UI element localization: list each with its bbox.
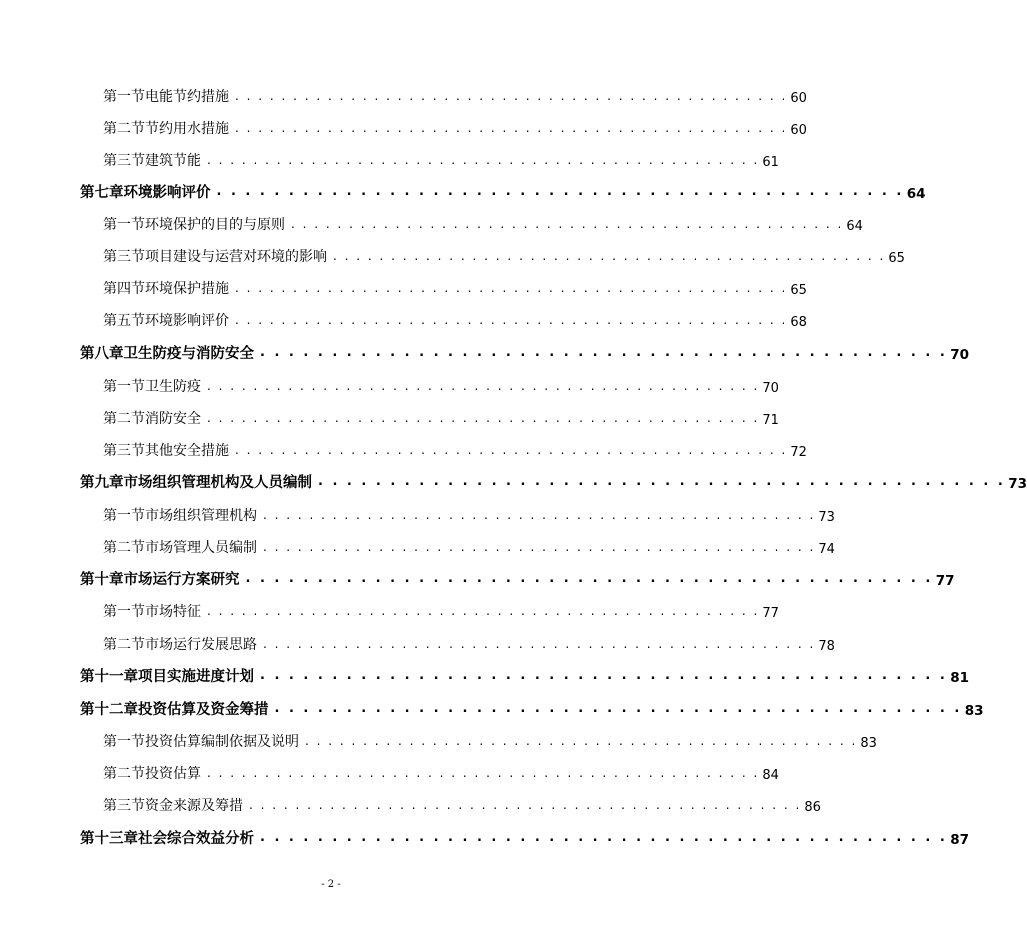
- dot-leader: . . . . . . . . . . . . . . . . . . . . . . . . . . . . . . . . . . . . . . . . . . . . . . . .: [263, 508, 816, 522]
- toc-entry[interactable]: [0, 793, 821, 815]
- toc-title: 环境保护措施: [145, 281, 229, 297]
- toc-entry[interactable]: [0, 244, 905, 266]
- dot-leader: . . . . . . . . . . . . . . . . . . . . . . . . . . . . . . . . . . . . . . . . . . . . . . . .: [305, 734, 858, 748]
- dot-leader: . . . . . . . . . . . . . . . . . . . . . . . . . . . . . . . . . . . . . . . . . . . . . . . .: [235, 121, 788, 135]
- toc-chapter-number: 第十章: [80, 572, 124, 588]
- toc-number: 第二节: [103, 766, 145, 782]
- toc-page-number: 64: [906, 186, 926, 202]
- toc-chapter-number: 第十三章: [80, 831, 138, 847]
- toc-title: 市场特征: [145, 604, 201, 620]
- toc-chapter-title: 项目实施进度计划: [138, 669, 254, 685]
- toc-chapter-title: 环境影响评价: [123, 185, 211, 201]
- dot-leader: . . . . . . . . . . . . . . . . . . . . . . . . . . . . . . . . . . . . . . . . . . . . . . . .: [318, 474, 1006, 489]
- toc-page-number: 65: [790, 283, 807, 298]
- dot-leader: . . . . . . . . . . . . . . . . . . . . . . . . . . . . . . . . . . . . . . . . . . . . . . . .: [260, 830, 948, 845]
- toc-entry[interactable]: [0, 729, 877, 751]
- toc-chapter-entry[interactable]: [0, 567, 955, 589]
- toc-entry[interactable]: [0, 276, 807, 298]
- dot-leader: . . . . . . . . . . . . . . . . . . . . . . . . . . . . . . . . . . . . . . . . . . . . . . . .: [235, 89, 788, 103]
- dot-leader: . . . . . . . . . . . . . . . . . . . . . . . . . . . . . . . . . . . . . . . . . . . . . . . .: [245, 571, 933, 586]
- toc-title: 其他安全措施: [145, 443, 229, 459]
- dot-leader: . . . . . . . . . . . . . . . . . . . . . . . . . . . . . . . . . . . . . . . . . . . . . . . .: [207, 153, 760, 167]
- toc-chapter-title: 社会综合效益分析: [138, 831, 254, 847]
- toc-chapter-number: 第七章: [80, 185, 124, 201]
- toc-title: 环境保护的目的与原则: [145, 217, 285, 233]
- toc-title: 环境影响评价: [145, 313, 229, 329]
- dot-leader: . . . . . . . . . . . . . . . . . . . . . . . . . . . . . . . . . . . . . . . . . . . . . . . .: [291, 217, 844, 231]
- toc-page-number: 83: [964, 703, 984, 719]
- toc-page-number: 83: [860, 736, 877, 751]
- toc-chapter-number: 第九章: [80, 475, 124, 491]
- toc-number: 第一节: [103, 508, 145, 524]
- toc-number: 第二节: [103, 637, 145, 653]
- toc-entry[interactable]: [0, 212, 863, 234]
- toc-entry[interactable]: [0, 308, 807, 330]
- toc-page-number: 70: [950, 347, 970, 363]
- toc-title: 项目建设与运营对环境的影响: [145, 249, 327, 265]
- toc-number: 第一节: [103, 89, 145, 105]
- toc-chapter-entry[interactable]: [0, 664, 970, 686]
- toc-page-number: 64: [846, 219, 863, 234]
- toc-page-number: 86: [804, 800, 821, 815]
- toc-number: 第三节: [103, 249, 145, 265]
- toc-title: 市场管理人员编制: [145, 540, 257, 556]
- toc-entry[interactable]: [0, 374, 779, 396]
- toc-chapter-entry[interactable]: [0, 341, 970, 363]
- toc-chapter-entry[interactable]: [0, 180, 926, 202]
- toc-number: 第五节: [103, 313, 145, 329]
- toc-number: 第一节: [103, 734, 145, 750]
- dot-leader: . . . . . . . . . . . . . . . . . . . . . . . . . . . . . . . . . . . . . . . . . . . . . . . .: [207, 411, 760, 425]
- toc-number: 第四节: [103, 281, 145, 297]
- toc-entry[interactable]: [0, 148, 779, 170]
- toc-title: 消防安全: [145, 411, 201, 427]
- toc-entry[interactable]: [0, 406, 779, 428]
- dot-leader: . . . . . . . . . . . . . . . . . . . . . . . . . . . . . . . . . . . . . . . . . . . . . . . .: [235, 281, 788, 295]
- toc-chapter-number: 第八章: [80, 346, 124, 362]
- dot-leader: . . . . . . . . . . . . . . . . . . . . . . . . . . . . . . . . . . . . . . . . . . . . . . . .: [263, 540, 816, 554]
- toc-page-number: 60: [790, 91, 807, 106]
- toc-page-number: 81: [950, 670, 970, 686]
- toc-page-number: 74: [818, 542, 835, 557]
- toc-page-number: 77: [935, 573, 955, 589]
- toc-number: 第二节: [103, 121, 145, 137]
- toc-number: 第一节: [103, 379, 145, 395]
- toc-chapter-entry[interactable]: [0, 697, 984, 719]
- dot-leader: . . . . . . . . . . . . . . . . . . . . . . . . . . . . . . . . . . . . . . . . . . . . . . . .: [216, 184, 904, 199]
- toc-number: 第三节: [103, 798, 145, 814]
- toc-chapter-number: 第十二章: [80, 702, 138, 718]
- toc-page-number: 73: [818, 510, 835, 525]
- toc-title: 市场运行发展思路: [145, 637, 257, 653]
- dot-leader: . . . . . . . . . . . . . . . . . . . . . . . . . . . . . . . . . . . . . . . . . . . . . . . .: [235, 443, 788, 457]
- toc-entry[interactable]: [0, 503, 835, 525]
- toc-page-number: 65: [888, 251, 905, 266]
- toc-chapter-entry[interactable]: [0, 826, 970, 848]
- toc-entry[interactable]: [0, 84, 807, 106]
- toc-entry[interactable]: [0, 599, 779, 621]
- toc-title: 投资估算: [145, 766, 201, 782]
- toc-page-number: 61: [762, 155, 779, 170]
- toc-page-number: 73: [1008, 476, 1027, 492]
- page-footer-number: - 2 -: [321, 879, 341, 890]
- dot-leader: . . . . . . . . . . . . . . . . . . . . . . . . . . . . . . . . . . . . . . . . . . . . . . . .: [274, 701, 962, 716]
- toc-page-number: 60: [790, 123, 807, 138]
- toc-page-number: 84: [762, 768, 779, 783]
- toc-page-number: 72: [790, 445, 807, 460]
- dot-leader: . . . . . . . . . . . . . . . . . . . . . . . . . . . . . . . . . . . . . . . . . . . . . . . .: [207, 604, 760, 618]
- toc-page-number: 70: [762, 381, 779, 396]
- toc-entry[interactable]: [0, 632, 835, 654]
- toc-chapter-number: 第十一章: [80, 669, 138, 685]
- toc-title: 投资估算编制依据及说明: [145, 734, 299, 750]
- toc-chapter-title: 市场运行方案研究: [123, 572, 240, 588]
- toc-title: 卫生防疫: [145, 379, 201, 395]
- toc-entry[interactable]: [0, 535, 835, 557]
- toc-number: 第二节: [103, 540, 145, 556]
- toc-page-number: 68: [790, 315, 807, 330]
- toc-title: 节约用水措施: [145, 121, 229, 137]
- toc-number: 第三节: [103, 153, 145, 169]
- dot-leader: . . . . . . . . . . . . . . . . . . . . . . . . . . . . . . . . . . . . . . . . . . . . . . . .: [207, 766, 760, 780]
- dot-leader: . . . . . . . . . . . . . . . . . . . . . . . . . . . . . . . . . . . . . . . . . . . . . . . .: [235, 313, 788, 327]
- toc-entry[interactable]: [0, 438, 807, 460]
- toc-number: 第一节: [103, 604, 145, 620]
- dot-leader: . . . . . . . . . . . . . . . . . . . . . . . . . . . . . . . . . . . . . . . . . . . . . . . .: [260, 668, 948, 683]
- dot-leader: . . . . . . . . . . . . . . . . . . . . . . . . . . . . . . . . . . . . . . . . . . . . . . . .: [333, 249, 886, 263]
- dot-leader: . . . . . . . . . . . . . . . . . . . . . . . . . . . . . . . . . . . . . . . . . . . . . . . .: [249, 798, 802, 812]
- toc-page-number: 78: [818, 639, 835, 654]
- toc-chapter-entry[interactable]: [0, 470, 1027, 492]
- toc-page-number: 71: [762, 413, 779, 428]
- dot-leader: . . . . . . . . . . . . . . . . . . . . . . . . . . . . . . . . . . . . . . . . . . . . . . . .: [263, 637, 816, 651]
- toc-title: 电能节约措施: [145, 89, 229, 105]
- toc-entry[interactable]: [0, 761, 779, 783]
- toc-page-number: 77: [762, 606, 779, 621]
- toc-title: 建筑节能: [145, 153, 201, 169]
- toc-chapter-title: 卫生防疫与消防安全: [123, 346, 254, 362]
- toc-chapter-title: 市场组织管理机构及人员编制: [123, 475, 312, 491]
- toc-page-number: 87: [950, 832, 970, 848]
- toc-chapter-title: 投资估算及资金筹措: [138, 702, 269, 718]
- toc-number: 第三节: [103, 443, 145, 459]
- toc-number: 第一节: [103, 217, 145, 233]
- toc-title: 资金来源及筹措: [145, 798, 243, 814]
- toc-number: 第二节: [103, 411, 145, 427]
- toc-entry[interactable]: [0, 116, 807, 138]
- dot-leader: . . . . . . . . . . . . . . . . . . . . . . . . . . . . . . . . . . . . . . . . . . . . . . . .: [207, 379, 760, 393]
- toc-title: 市场组织管理机构: [145, 508, 257, 524]
- dot-leader: . . . . . . . . . . . . . . . . . . . . . . . . . . . . . . . . . . . . . . . . . . . . . . . .: [260, 345, 948, 360]
